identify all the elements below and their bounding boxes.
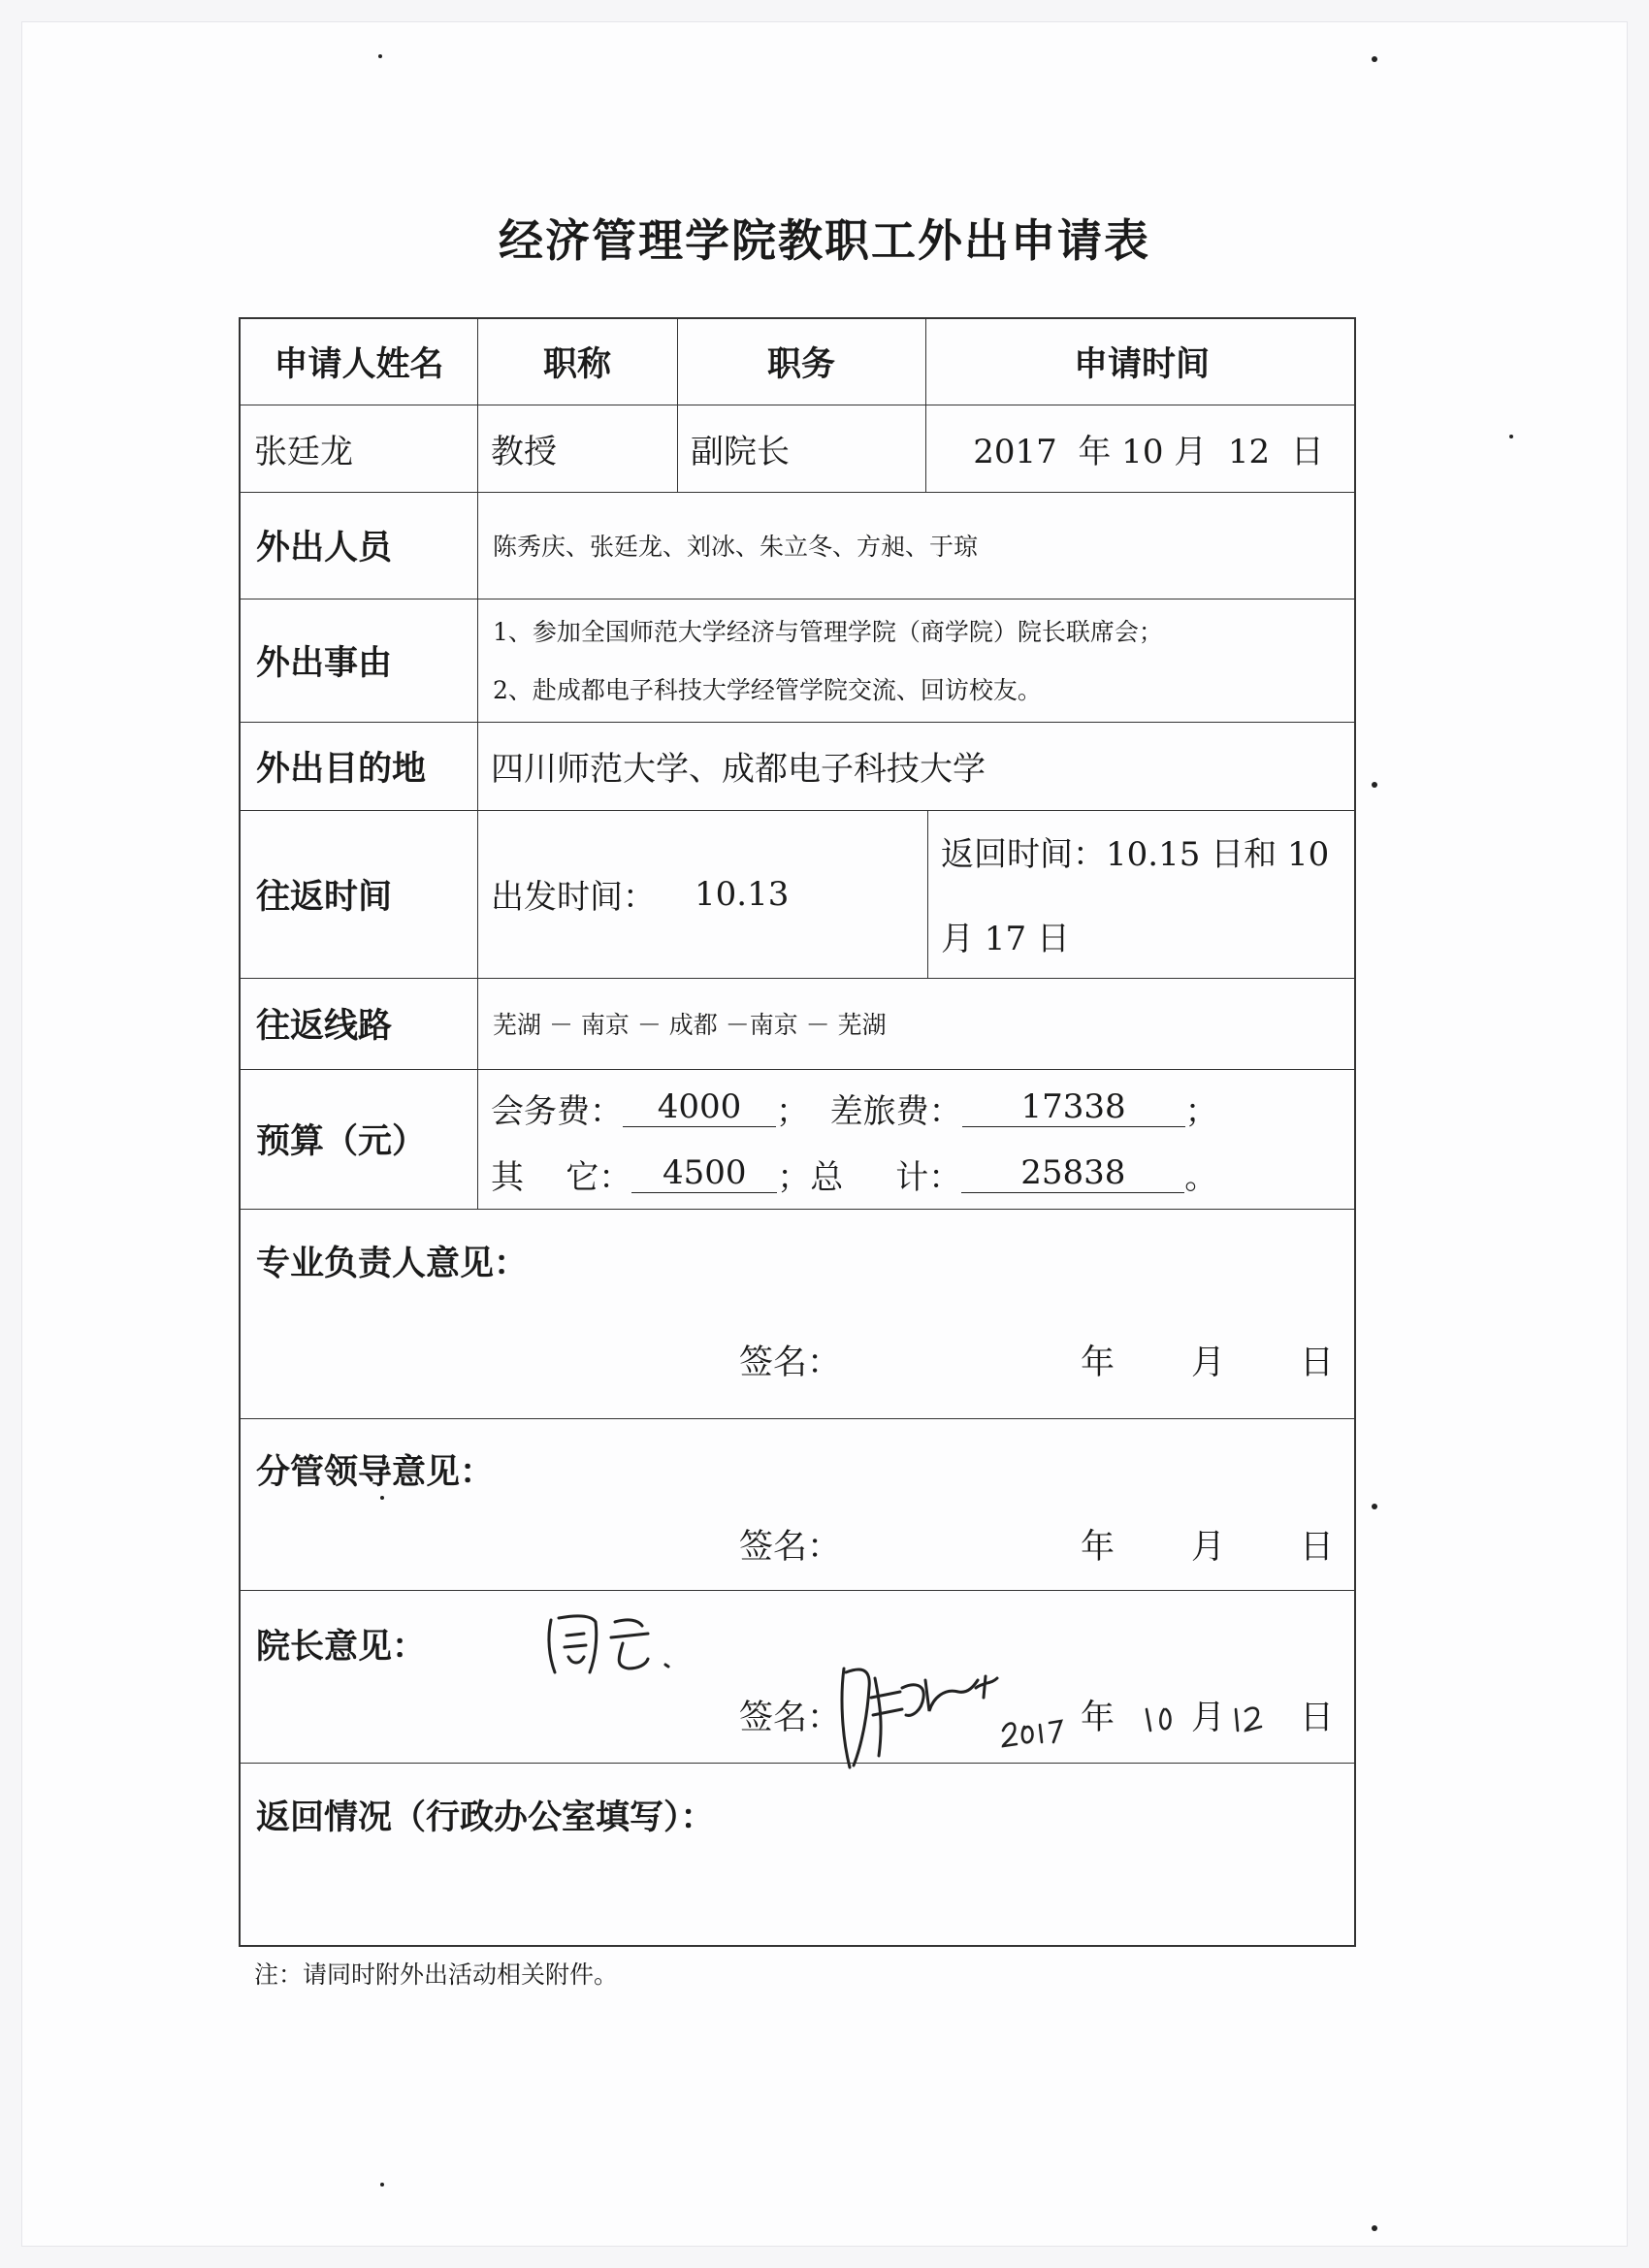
personnel-label: 外出人员 xyxy=(256,529,393,567)
meeting-fee-label: 会务费： xyxy=(491,1091,623,1131)
applicant-name: 张廷龙 xyxy=(254,432,353,471)
depart-time-label: 出发时间： xyxy=(491,878,656,917)
dean-sign-date xyxy=(999,1688,1348,1756)
dean-year: 年 xyxy=(1081,1699,1116,1737)
dean-day: 日 xyxy=(1300,1699,1335,1737)
header-applicant-name: 申请人姓名 xyxy=(274,345,444,384)
other-fee-label: 其 它： xyxy=(491,1157,632,1197)
reason-label: 外出事由 xyxy=(256,643,393,683)
header-post: 职务 xyxy=(766,345,835,384)
total-label: ；总 计： xyxy=(777,1157,962,1197)
destination-value: 四川师范大学、成都电子科技大学 xyxy=(491,750,986,789)
scan-speck xyxy=(1372,1504,1377,1509)
dean-opinion-label: 院长意见： xyxy=(256,1628,427,1667)
route-label: 往返线路 xyxy=(256,1007,393,1046)
scan-speck xyxy=(1509,435,1513,438)
header-apply-date: 申请时间 xyxy=(1073,345,1210,384)
dean-signature xyxy=(832,1659,1026,1775)
return-info-label: 返回情况（行政办公室填写）： xyxy=(256,1798,715,1837)
scan-speck xyxy=(1372,56,1377,62)
reason-line-1: 1、参加全国师范大学经济与管理学院（商学院）院长联席会； xyxy=(493,618,1163,646)
destination-label: 外出目的地 xyxy=(256,749,427,789)
total-end: 。 xyxy=(1184,1157,1218,1197)
other-fee-value: 4500 xyxy=(631,1154,777,1193)
route-value: 芜湖 － 南京 － 成都 －南京 － 芜湖 xyxy=(493,1011,887,1039)
leader-day: 日 xyxy=(1300,1528,1335,1567)
budget-line-1 xyxy=(477,1080,1356,1136)
scan-speck xyxy=(380,2183,384,2187)
time-label: 往返时间 xyxy=(256,877,393,917)
header-title-rank: 职称 xyxy=(542,345,611,384)
meeting-fee-value: 4000 xyxy=(623,1088,776,1127)
dean-sign-label: 签名： xyxy=(739,1699,842,1737)
travel-fee-label: ； 差旅费： xyxy=(776,1091,962,1131)
applicant-rank: 教授 xyxy=(491,432,557,471)
leader-opinion-label: 分管领导意见： xyxy=(256,1453,495,1492)
major-opinion-label: 专业负责人意见： xyxy=(256,1245,529,1283)
major-year: 年 xyxy=(1081,1344,1116,1382)
depart-time-value: 10.13 xyxy=(695,874,790,914)
dean-month: 月 xyxy=(1191,1699,1226,1737)
return-time-line-2: 月 17 日 xyxy=(941,919,1070,958)
apply-date: 2017 年 10 月 12 日 xyxy=(973,432,1324,471)
leader-month: 月 xyxy=(1191,1528,1226,1567)
footnote: 注：请同时附外出活动相关附件。 xyxy=(254,1960,619,1989)
reason-line-2: 2、赴成都电子科技大学经管学院交流、回访校友。 xyxy=(493,676,1042,704)
budget-label: 预算（元） xyxy=(256,1122,427,1161)
return-time-line-1: 返回时间：10.15 日和 10 xyxy=(941,834,1330,874)
depart-time xyxy=(477,810,927,978)
scan-speck xyxy=(1372,2225,1377,2231)
major-month: 月 xyxy=(1191,1344,1226,1382)
budget-line-2 xyxy=(477,1146,1356,1202)
scan-speck xyxy=(1372,782,1377,788)
major-day: 日 xyxy=(1300,1344,1335,1382)
personnel-value: 陈秀庆、张廷龙、刘冰、朱立冬、方昶、于琼 xyxy=(493,533,979,561)
travel-fee-end: ； xyxy=(1184,1091,1218,1131)
major-sign-label: 签名： xyxy=(739,1344,842,1382)
form-title: 经济管理学院教职工外出申请表 xyxy=(499,214,1150,267)
leader-sign-label: 签名： xyxy=(739,1528,842,1567)
handwritten-approval xyxy=(541,1608,706,1686)
total-value: 25838 xyxy=(961,1154,1184,1193)
scan-speck xyxy=(378,54,382,58)
applicant-post: 副院长 xyxy=(691,432,790,471)
leader-year: 年 xyxy=(1081,1528,1116,1567)
travel-fee-value: 17338 xyxy=(962,1088,1185,1127)
